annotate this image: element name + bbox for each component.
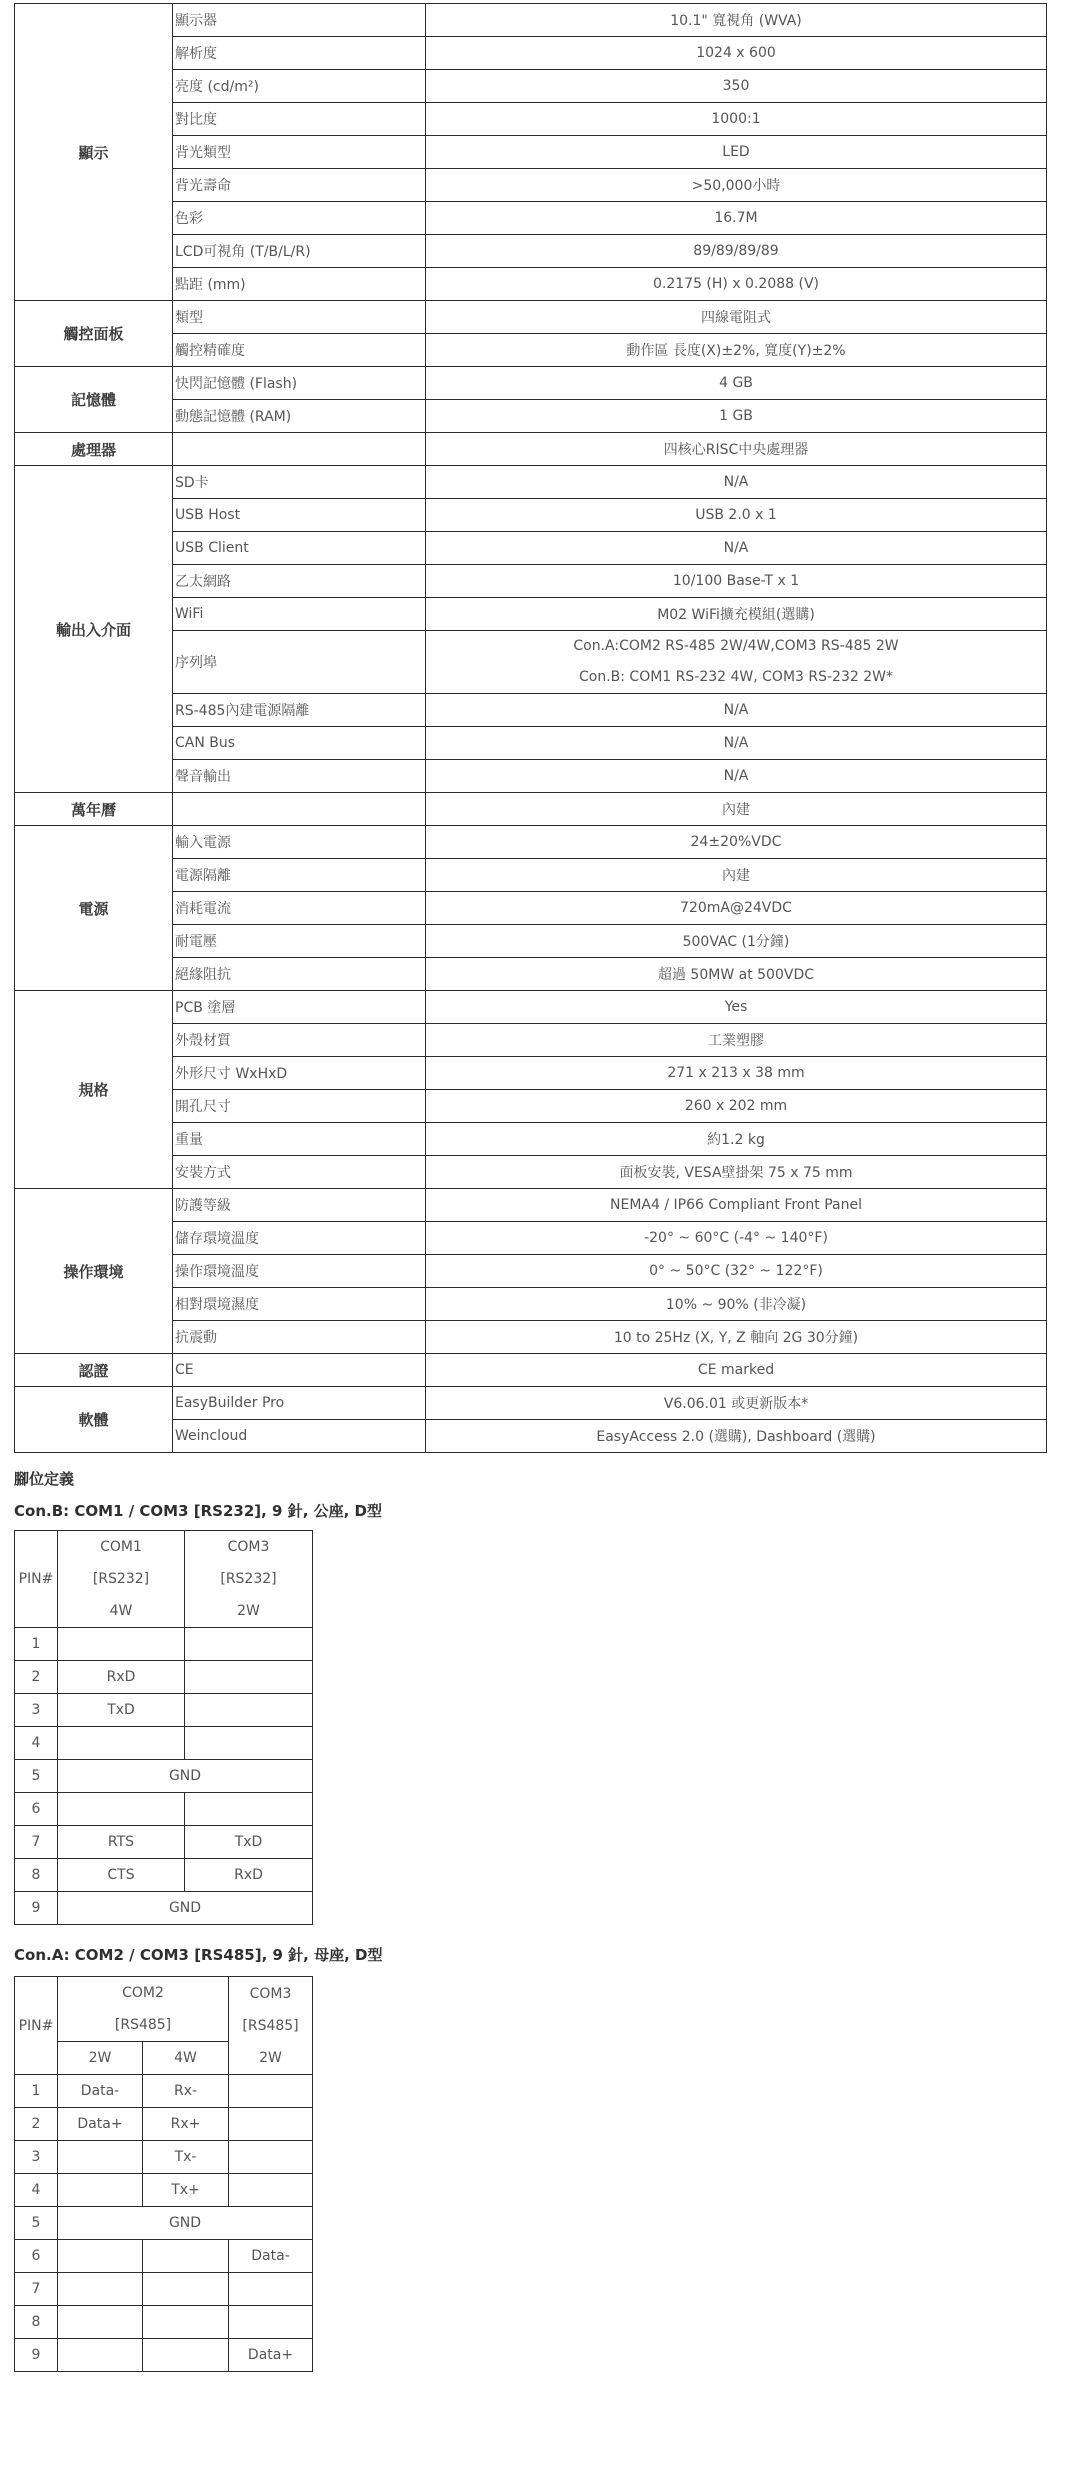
spec-value: 500VAC (1分鐘) (426, 925, 1047, 958)
spec-category: 記憶體 (15, 367, 173, 433)
pin-row (15, 1694, 313, 1727)
pin-row (15, 1793, 313, 1826)
conb-header-row (15, 1531, 313, 1628)
spec-value: 0.2175 (H) x 0.2088 (V) (426, 268, 1047, 301)
pin-signal (185, 1661, 313, 1694)
header-line: 4W (109, 1603, 133, 1619)
pin-signal (143, 2240, 229, 2273)
spec-item (173, 433, 426, 466)
pin-signal (185, 1628, 313, 1661)
pin-header: PIN# (15, 1977, 58, 2075)
spec-item: 操作環境溫度 (173, 1255, 426, 1288)
spec-category: 認證 (15, 1354, 173, 1387)
pin-number: 1 (15, 1628, 58, 1661)
pin-signal (229, 2108, 313, 2141)
pin-row (15, 2174, 313, 2207)
pin-header: PIN# (15, 1531, 58, 1628)
cona-pin-table (14, 1976, 313, 2372)
header-line: 2W (237, 1603, 260, 1619)
pin-number: 9 (15, 1892, 58, 1925)
spec-value: EasyAccess 2.0 (選購), Dashboard (選購) (426, 1420, 1047, 1453)
spec-item: 絕緣阻抗 (173, 958, 426, 991)
pin-signal: CTS (58, 1859, 185, 1892)
spec-item: PCB 塗層 (173, 991, 426, 1024)
header-line: COM3 (249, 1985, 292, 2002)
pin-row (15, 2141, 313, 2174)
spec-item: 抗震動 (173, 1321, 426, 1354)
header-line: [RS485] (114, 2017, 172, 2033)
pin-signal: RxD (185, 1859, 313, 1892)
conb-title: Con.B: COM1 / COM3 [RS232], 9 針, 公座, D型 (14, 1502, 382, 1520)
pin-number: 8 (15, 2306, 58, 2339)
spec-value: 動作區 長度(X)±2%, 寬度(Y)±2% (426, 334, 1047, 367)
pin-number: 9 (15, 2339, 58, 2372)
pin-row (15, 1661, 313, 1694)
header-line: 2W (259, 2049, 282, 2066)
spec-value: N/A (426, 694, 1047, 727)
spec-category: 觸控面板 (15, 301, 173, 367)
com2-subheader: 4W (143, 2042, 229, 2075)
spec-category: 電源 (15, 826, 173, 991)
pin-signal (185, 1694, 313, 1727)
spec-item: 相對環境濕度 (173, 1288, 426, 1321)
pin-number: 4 (15, 1727, 58, 1760)
pin-number: 2 (15, 1661, 58, 1694)
spec-value: N/A (426, 466, 1047, 499)
pin-row (15, 2339, 313, 2372)
pin-number: 4 (15, 2174, 58, 2207)
spec-item: WiFi (173, 598, 426, 631)
spec-item (173, 793, 426, 826)
pin-number: 5 (15, 1760, 58, 1793)
pin-number: 3 (15, 2141, 58, 2174)
spec-value: 10 to 25Hz (X, Y, Z 軸向 2G 30分鐘) (426, 1321, 1047, 1354)
spec-value: CE marked (426, 1354, 1047, 1387)
com1-header (58, 1531, 185, 1628)
spec-item: 點距 (mm) (173, 268, 426, 301)
pin-signal (143, 2306, 229, 2339)
pin-signal: GND (58, 1760, 313, 1793)
pin-signal: GND (58, 2207, 313, 2240)
spec-item: EasyBuilder Pro (173, 1387, 426, 1420)
spec-value: V6.06.01 或更新版本* (426, 1387, 1047, 1420)
spec-row (15, 466, 1047, 499)
pin-signal (185, 1727, 313, 1760)
pin-row (15, 2075, 313, 2108)
spec-category: 規格 (15, 991, 173, 1189)
spec-value: 內建 (426, 793, 1047, 826)
spec-item: 乙太網路 (173, 565, 426, 598)
pin-row (15, 1628, 313, 1661)
spec-item: Weincloud (173, 1420, 426, 1453)
spec-item: 安裝方式 (173, 1156, 426, 1189)
pin-signal: Tx- (143, 2141, 229, 2174)
pin-signal (58, 1628, 185, 1661)
pin-signal (58, 2273, 143, 2306)
pin-signal: Data+ (229, 2339, 313, 2372)
spec-value-line: Con.B: COM1 RS-232 4W, COM3 RS-232 2W* (579, 669, 893, 685)
spec-row (15, 4, 1047, 37)
spec-category: 萬年曆 (15, 793, 173, 826)
pin-signal (58, 2174, 143, 2207)
spec-value: 面板安裝, VESA壁掛架 75 x 75 mm (426, 1156, 1047, 1189)
pin-signal: Data+ (58, 2108, 143, 2141)
spec-value: NEMA4 / IP66 Compliant Front Panel (426, 1189, 1047, 1222)
pin-signal (58, 2339, 143, 2372)
spec-value: 10.1" 寬視角 (WVA) (426, 4, 1047, 37)
pin-signal (229, 2075, 313, 2108)
pin-number: 5 (15, 2207, 58, 2240)
pin-row (15, 1892, 313, 1925)
spec-item: 防護等級 (173, 1189, 426, 1222)
spec-value: Yes (426, 991, 1047, 1024)
header-line: COM2 (122, 1985, 164, 2001)
spec-item: SD卡 (173, 466, 426, 499)
pin-signal: Data- (58, 2075, 143, 2108)
pin-signal: RxD (58, 1661, 185, 1694)
pin-row (15, 1859, 313, 1892)
pin-signal (58, 1727, 185, 1760)
spec-item: 背光壽命 (173, 169, 426, 202)
spec-value: 1 GB (426, 400, 1047, 433)
pin-number: 7 (15, 2273, 58, 2306)
pin-section-title: 腳位定義 (14, 1470, 75, 1488)
spec-table (14, 3, 1047, 1453)
pin-signal: Tx+ (143, 2174, 229, 2207)
pin-row (15, 1727, 313, 1760)
spec-item: 對比度 (173, 103, 426, 136)
spec-item: LCD可視角 (T/B/L/R) (173, 235, 426, 268)
pin-signal (229, 2141, 313, 2174)
spec-item: 快閃記憶體 (Flash) (173, 367, 426, 400)
spec-row (15, 301, 1047, 334)
header-line: [RS232] (92, 1571, 150, 1587)
spec-item: RS-485內建電源隔離 (173, 694, 426, 727)
spec-value: LED (426, 136, 1047, 169)
pin-number: 6 (15, 2240, 58, 2273)
pin-signal (143, 2339, 229, 2372)
spec-value (426, 631, 1047, 694)
spec-category: 操作環境 (15, 1189, 173, 1354)
spec-value: >50,000小時 (426, 169, 1047, 202)
pin-row (15, 2240, 313, 2273)
pin-signal: RTS (58, 1826, 185, 1859)
spec-value: 超過 50MW at 500VDC (426, 958, 1047, 991)
spec-item: CE (173, 1354, 426, 1387)
spec-category: 顯示 (15, 4, 173, 301)
spec-value: 24±20%VDC (426, 826, 1047, 859)
spec-item: 亮度 (cd/m²) (173, 70, 426, 103)
spec-row (15, 793, 1047, 826)
pin-signal (229, 2273, 313, 2306)
spec-item: 色彩 (173, 202, 426, 235)
spec-value: 內建 (426, 859, 1047, 892)
pin-signal: Rx+ (143, 2108, 229, 2141)
pin-row (15, 2273, 313, 2306)
spec-item: 背光類型 (173, 136, 426, 169)
spec-category: 軟體 (15, 1387, 173, 1453)
pin-signal: GND (58, 1892, 313, 1925)
spec-row (15, 1189, 1047, 1222)
pin-number: 3 (15, 1694, 58, 1727)
spec-row (15, 1387, 1047, 1420)
pin-number: 7 (15, 1826, 58, 1859)
pin-signal (229, 2306, 313, 2339)
spec-value: 1000:1 (426, 103, 1047, 136)
spec-item: 耐電壓 (173, 925, 426, 958)
spec-value: 16.7M (426, 202, 1047, 235)
spec-value: 720mA@24VDC (426, 892, 1047, 925)
pin-signal: TxD (58, 1694, 185, 1727)
spec-item: 觸控精確度 (173, 334, 426, 367)
spec-value: -20° ~ 60°C (-4° ~ 140°F) (426, 1222, 1047, 1255)
spec-item: USB Host (173, 499, 426, 532)
pin-signal (58, 2240, 143, 2273)
pin-signal (58, 2306, 143, 2339)
spec-item: 消耗電流 (173, 892, 426, 925)
header-line: [RS485] (242, 2017, 299, 2034)
pin-signal (143, 2273, 229, 2306)
conb-pin-table (14, 1530, 313, 1925)
spec-item: CAN Bus (173, 727, 426, 760)
cona-header-row (15, 1977, 313, 2042)
spec-value: N/A (426, 532, 1047, 565)
spec-category: 輸出入介面 (15, 466, 173, 793)
spec-value: 四線電阻式 (426, 301, 1047, 334)
spec-item: 儲存環境溫度 (173, 1222, 426, 1255)
pin-row (15, 1826, 313, 1859)
spec-row (15, 433, 1047, 466)
spec-item: 聲音輸出 (173, 760, 426, 793)
spec-row (15, 1354, 1047, 1387)
pin-row (15, 2207, 313, 2240)
pin-signal: Rx- (143, 2075, 229, 2108)
spec-item: 解析度 (173, 37, 426, 70)
spec-value: N/A (426, 760, 1047, 793)
pin-signal (229, 2174, 313, 2207)
pin-number: 6 (15, 1793, 58, 1826)
cona-title: Con.A: COM2 / COM3 [RS485], 9 針, 母座, D型 (14, 1946, 383, 1964)
spec-row (15, 991, 1047, 1024)
spec-row (15, 826, 1047, 859)
spec-item: USB Client (173, 532, 426, 565)
header-line: [RS232] (220, 1571, 277, 1587)
spec-value: USB 2.0 x 1 (426, 499, 1047, 532)
spec-value-line: Con.A:COM2 RS-485 2W/4W,COM3 RS-485 2W (573, 638, 899, 654)
pin-number: 2 (15, 2108, 58, 2141)
pin-signal (58, 2141, 143, 2174)
pin-row (15, 2108, 313, 2141)
pin-signal: TxD (185, 1826, 313, 1859)
spec-value: 約1.2 kg (426, 1123, 1047, 1156)
com2-subheader: 2W (58, 2042, 143, 2075)
spec-value: M02 WiFi擴充模組(選購) (426, 598, 1047, 631)
spec-value: 四核心RISC中央處理器 (426, 433, 1047, 466)
spec-item: 動態記憶體 (RAM) (173, 400, 426, 433)
spec-value: 工業塑膠 (426, 1024, 1047, 1057)
header-line: COM3 (227, 1539, 270, 1555)
spec-item: 開孔尺寸 (173, 1090, 426, 1123)
spec-item: 電源隔離 (173, 859, 426, 892)
spec-value: N/A (426, 727, 1047, 760)
spec-row (15, 367, 1047, 400)
header-line: COM1 (100, 1539, 142, 1555)
pin-row (15, 2306, 313, 2339)
spec-item: 序列埠 (173, 631, 426, 694)
spec-value: 10/100 Base-T x 1 (426, 565, 1047, 598)
spec-item: 外殼材質 (173, 1024, 426, 1057)
pin-row (15, 1760, 313, 1793)
spec-category: 處理器 (15, 433, 173, 466)
com3-header (185, 1531, 313, 1628)
spec-value: 4 GB (426, 367, 1047, 400)
spec-item: 輸入電源 (173, 826, 426, 859)
spec-item: 顯示器 (173, 4, 426, 37)
pin-number: 1 (15, 2075, 58, 2108)
pin-signal (185, 1793, 313, 1826)
spec-value: 271 x 213 x 38 mm (426, 1057, 1047, 1090)
pin-signal (58, 1793, 185, 1826)
com2-header (58, 1977, 229, 2042)
spec-item: 類型 (173, 301, 426, 334)
spec-value: 89/89/89/89 (426, 235, 1047, 268)
spec-value: 260 x 202 mm (426, 1090, 1047, 1123)
pin-number: 8 (15, 1859, 58, 1892)
spec-value: 10% ~ 90% (非冷凝) (426, 1288, 1047, 1321)
spec-value: 1024 x 600 (426, 37, 1047, 70)
spec-item: 重量 (173, 1123, 426, 1156)
com3-header (229, 1977, 313, 2075)
spec-value: 350 (426, 70, 1047, 103)
spec-item: 外形尺寸 WxHxD (173, 1057, 426, 1090)
pin-signal: Data- (229, 2240, 313, 2273)
spec-value: 0° ~ 50°C (32° ~ 122°F) (426, 1255, 1047, 1288)
